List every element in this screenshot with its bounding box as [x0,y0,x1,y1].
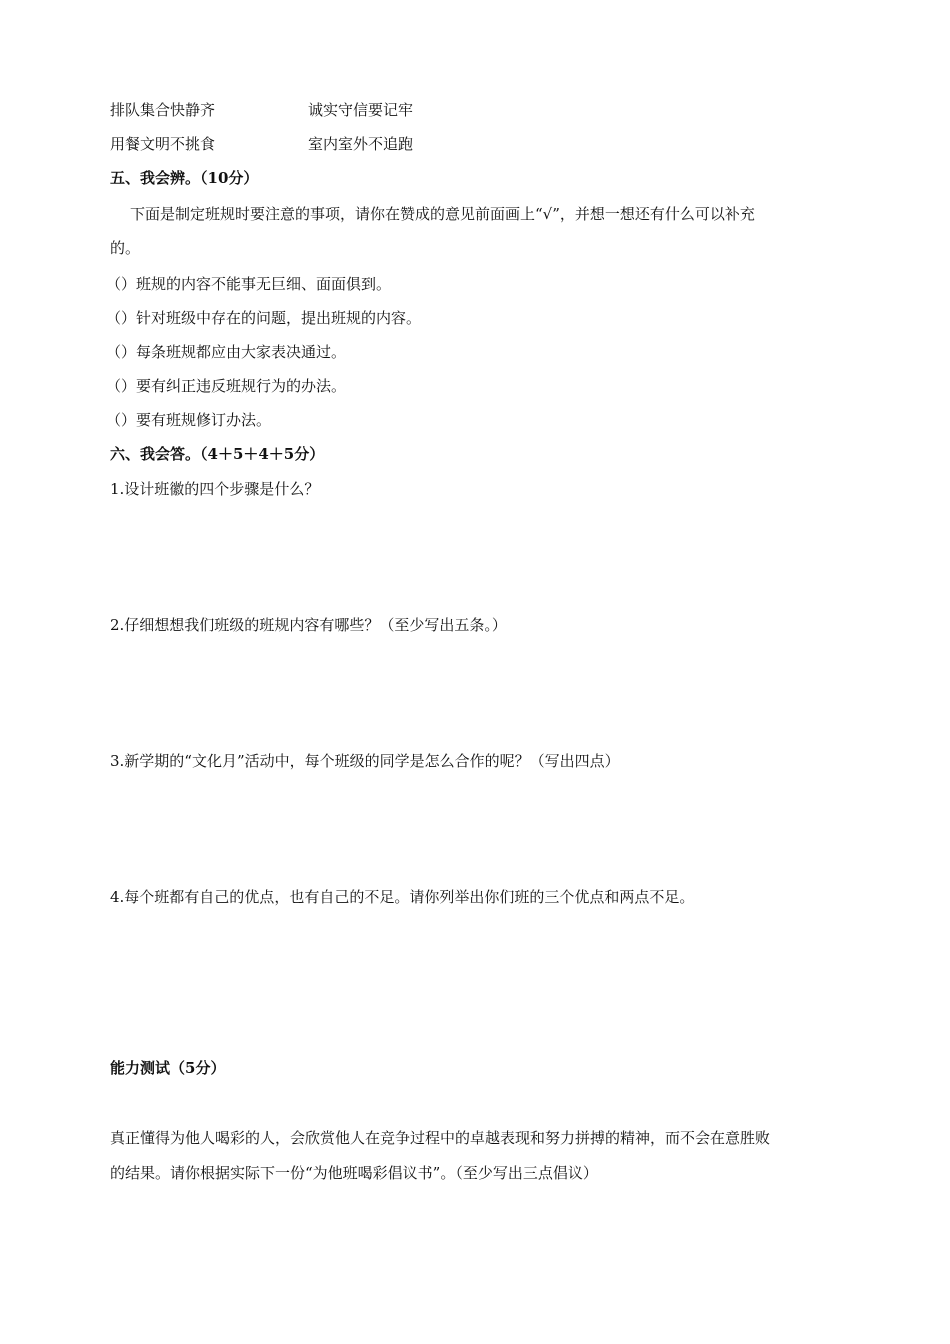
section5-item: （）每条班规都应由大家表决通过。 [106,343,347,361]
section5-intro-line1: 下面是制定班规时要注意的事项，请你在赞成的意见前面画上“√”，并想一想还有什么可以补充 [130,205,755,223]
rhyme-left: 排队集合快静齐 [110,101,216,119]
ability-line1: 真正懂得为他人喝彩的人，会欣赏他人在竞争过程中的卓越表现和努力拼搏的精神，而不会在意胜败 [110,1129,771,1147]
rhyme-row [110,100,414,120]
section5-heading: 五、我会辨。（10分） [110,169,259,187]
section6-question: 3.新学期的“文化月”活动中，每个班级的同学是怎么合作的呢？（写出四点） [110,752,620,770]
section6-question: 2.仔细想想我们班级的班规内容有哪些？（至少写出五条。） [110,616,507,634]
rhyme-left: 用餐文明不挑食 [110,135,216,153]
section5-item: （）要有班规修订办法。 [106,411,272,429]
section6-heading: 六、我会答。（4＋5＋4＋5分） [110,445,325,463]
section5-item: （）针对班级中存在的问题，提出班规的内容。 [106,309,422,327]
section6-question: 4.每个班都有自己的优点，也有自己的不足。请你列举出你们班的三个优点和两点不足。 [110,888,695,906]
rhyme-row [110,134,414,154]
section5-item: （）班规的内容不能事无巨细、面面俱到。 [106,275,392,293]
ability-heading: 能力测试（5分） [110,1059,226,1077]
ability-line2: 的结果。请你根据实际下一份“为他班喝彩倡议书”。（至少写出三点倡议） [110,1164,598,1182]
section6-question: 1.设计班徽的四个步骤是什么？ [110,480,320,498]
rhyme-right: 诚实守信要记牢 [308,101,414,119]
section5-item: （）要有纠正违反班规行为的办法。 [106,377,347,395]
section5-intro-line2: 的。 [110,239,141,257]
rhyme-right: 室内室外不追跑 [308,135,414,153]
